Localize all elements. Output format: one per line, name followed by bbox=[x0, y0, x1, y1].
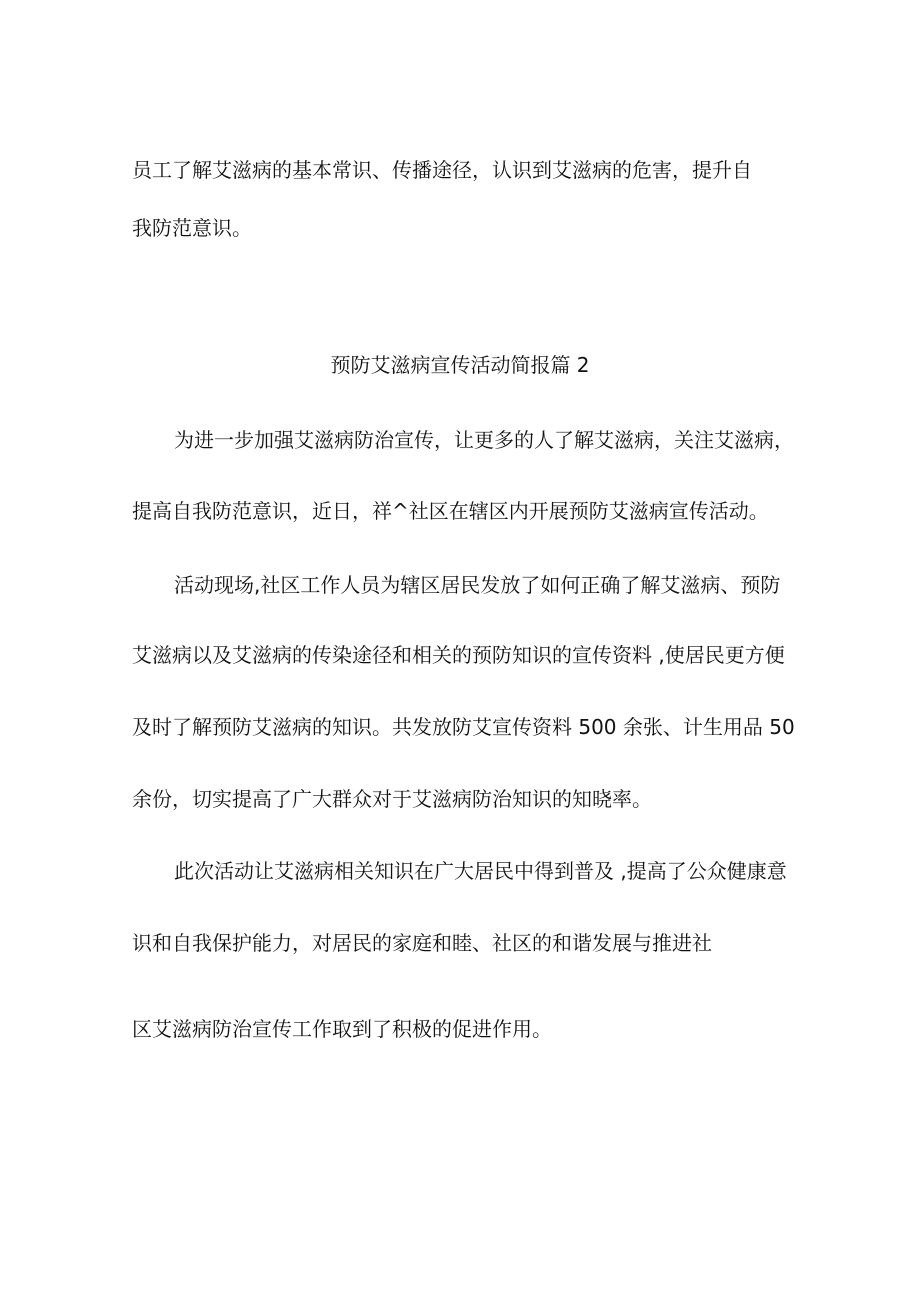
paragraph1-line-2: 提高自我防范意识，近日，祥^社区在辖区内开展预防艾滋病宣传活动。 bbox=[132, 499, 769, 523]
paragraph2-line-3: 及时了解预防艾滋病的知识。共发放防艾宣传资料 500 余张、计生用品 50 bbox=[132, 715, 795, 739]
paragraph3-line-2: 识和自我保护能力，对居民的家庭和睦、社区的和谐发展与推进社 bbox=[132, 931, 712, 955]
paragraph2-line-1: 活动现场,社区工作人员为辖区居民发放了如何正确了解艾滋病、预防 bbox=[174, 573, 781, 597]
paragraph3-line-1: 此次活动让艾滋病相关知识在广大居民中得到普及 ,提高了公众健康意 bbox=[174, 859, 787, 883]
intro-line-2: 我防范意识。 bbox=[132, 216, 252, 240]
paragraph2-line-4: 余份，切实提高了广大群众对于艾滋病防治知识的知晓率。 bbox=[132, 787, 652, 811]
section-title: 预防艾滋病宣传活动简报篇 2 bbox=[330, 353, 590, 377]
paragraph1-line-1: 为进一步加强艾滋病防治宣传，让更多的人了解艾滋病，关注艾滋病， bbox=[174, 428, 794, 452]
paragraph3-line-3: 区艾滋病防治宣传工作取到了积极的促进作用。 bbox=[132, 1017, 552, 1041]
paragraph2-line-2: 艾滋病以及艾滋病的传染途径和相关的预防知识的宣传资料 ,使居民更方便 bbox=[132, 643, 785, 667]
intro-line-1: 员工了解艾滋病的基本常识、传播途径，认识到艾滋病的危害，提升自 bbox=[132, 158, 752, 182]
